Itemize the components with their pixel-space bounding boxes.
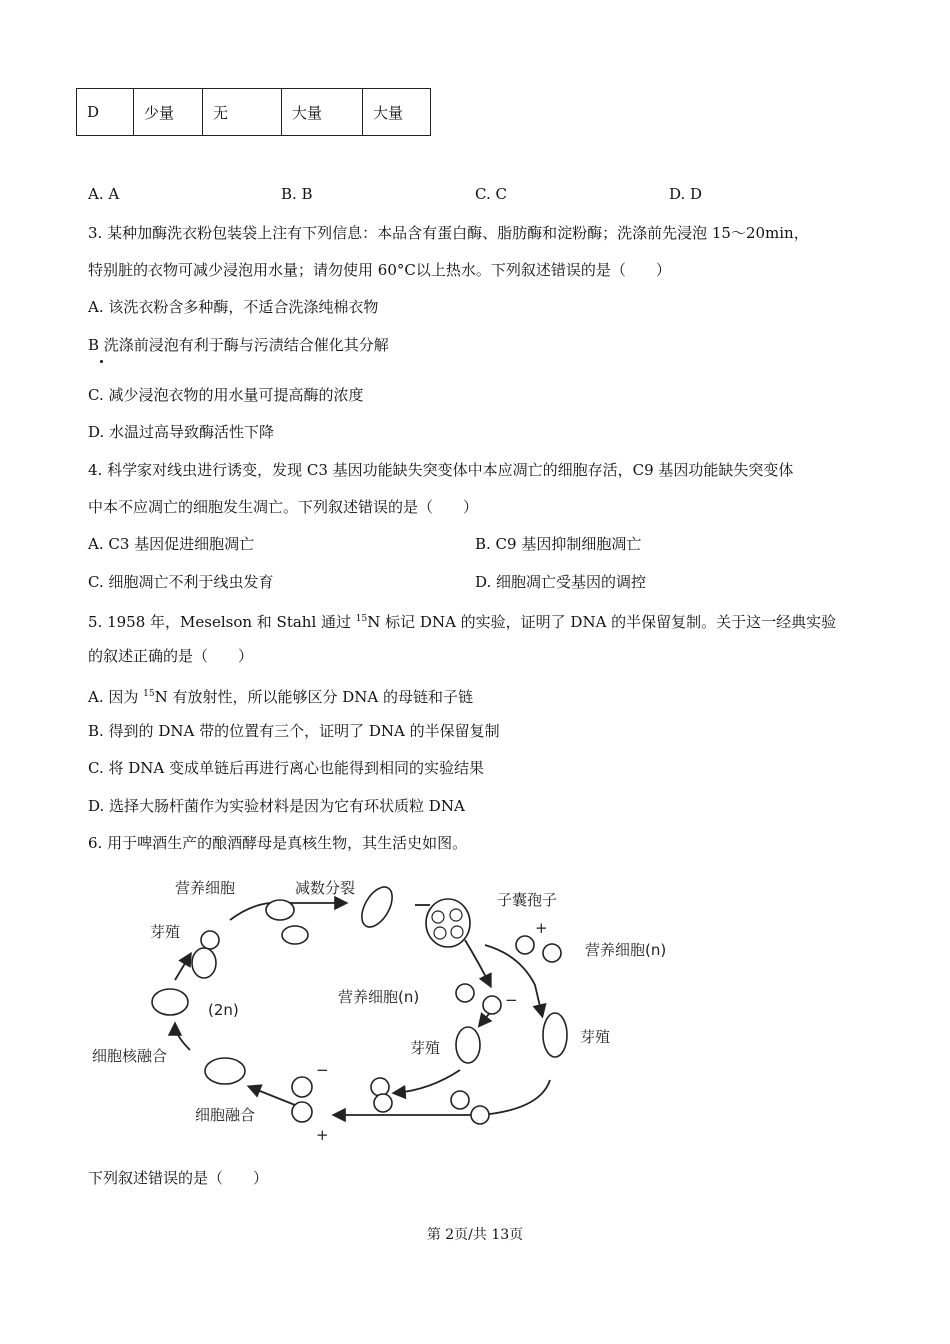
table-cell: 大量: [282, 89, 363, 136]
label-meiosis: 减数分裂: [295, 879, 356, 897]
cell-shape: [292, 1102, 312, 1122]
q5-option-d: D. 选择大肠杆菌作为实验材料是因为它有环状质粒 DNA: [88, 797, 465, 815]
label-budding-mid: 芽殖: [410, 1039, 441, 1057]
q3-option-c: C. 减少浸泡衣物的用水量可提高酶的浓度: [88, 386, 364, 404]
label-budding-left: 芽殖: [150, 923, 181, 941]
q2-option-a: A. A: [88, 185, 120, 203]
q3-option-a: A. 该洗衣粉含多种酶，不适合洗涤纯棉衣物: [88, 298, 379, 316]
cell-shape: [516, 936, 534, 954]
q3-option-d: D. 水温过高导致酶活性下降: [88, 423, 275, 441]
q5-a-pre: A. 因为: [88, 688, 144, 706]
q4-option-d: D. 细胞凋亡受基因的调控: [475, 573, 647, 591]
cell-shape: [543, 944, 561, 962]
arrow-up-left: [175, 955, 190, 980]
label-plus: +: [535, 919, 548, 937]
label-budding-right: 芽殖: [580, 1028, 611, 1046]
label-plasmogamy: 细胞融合: [195, 1106, 256, 1124]
label-vegetative-top: 营养细胞: [175, 879, 236, 897]
q6-follow-up: 下列叙述错误的是（ ）: [88, 1169, 269, 1187]
cell-shape: [456, 984, 474, 1002]
q5-stem-line2: 的叙述正确的是（ ）: [88, 647, 254, 665]
label-vegetative-mid: 营养细胞(n): [338, 988, 420, 1006]
table-row: [77, 89, 431, 136]
cell-shape: [356, 882, 399, 932]
cell-shape: [483, 996, 501, 1014]
q5-option-c: C. 将 DNA 变成单链后再进行离心也能得到相同的实验结果: [88, 759, 485, 777]
table-cell: 少量: [134, 89, 203, 136]
cell-shape: [371, 1078, 389, 1096]
cell-shape: [456, 1027, 480, 1063]
cell-shape: [266, 900, 294, 920]
q4-option-c: C. 细胞凋亡不利于线虫发育: [88, 573, 274, 591]
q6-stem: 6. 用于啤酒生产的酿酒酵母是真核生物，其生活史如图。: [88, 834, 468, 852]
q5-option-a: [88, 683, 473, 708]
q3-stem-line2: 特别脏的衣物可减少浸泡用水量；请勿使用 60°C以上热水。下列叙述错误的是（ ）: [88, 261, 671, 279]
cell-shape: [471, 1106, 489, 1124]
label-minus: −: [316, 1061, 329, 1079]
q4-stem-line1: 4. 科学家对线虫进行诱变，发现 C3 基因功能缺失突变体中本应凋亡的细胞存活，C9 基因功能缺失突变体: [88, 461, 794, 479]
cell-shape: [192, 948, 216, 978]
q2-option-d: D. D: [669, 185, 703, 203]
q5-stem-post: N 标记 DNA 的实验，证明了 DNA 的半保留复制。关于这一经典实验: [367, 613, 837, 631]
table-cell: D: [77, 89, 134, 136]
cell-shape: [282, 926, 308, 944]
q5-superscript: 15: [355, 614, 368, 624]
cell-shape: [205, 1058, 245, 1084]
yeast-life-cycle-figure: [80, 865, 720, 1150]
q3-stem-line1: 3. 某种加酶洗衣粉包装袋上注有下列信息：本品含有蛋白酶、脂肪酶和淀粉酶；洗涤前先浸泡 15～20min，: [88, 224, 809, 242]
label-2n: (2n): [208, 1001, 239, 1019]
label-vegetative-right: 营养细胞(n): [585, 941, 667, 959]
dot-mark: [100, 360, 103, 363]
label-karyogamy: 细胞核融合: [92, 1047, 168, 1065]
arrow-inner1: [465, 940, 490, 985]
arrow-inner3: [395, 1070, 460, 1093]
label-minus: −: [505, 991, 518, 1009]
cell-shape: [152, 989, 188, 1015]
arrow-to-karyogamy: [175, 1025, 190, 1050]
q5-stem-line1: [88, 608, 836, 633]
q5-option-b: B. 得到的 DNA 带的位置有三个，证明了 DNA 的半保留复制: [88, 722, 500, 740]
answer-table: [76, 88, 431, 136]
page-footer: 第 2页/共 13页: [426, 1227, 524, 1243]
arrow-to-fusion: [250, 1087, 295, 1105]
cell-shape: [292, 1077, 312, 1097]
q4-stem-line2: 中本不应凋亡的细胞发生凋亡。下列叙述错误的是（ ）: [88, 498, 479, 516]
q3-option-b: B 洗涤前浸泡有利于酶与污渍结合催化其分解: [88, 336, 389, 354]
cell-shape: [543, 1013, 567, 1057]
label-plus: +: [316, 1126, 329, 1144]
q5-stem-pre: 5. 1958 年，Meselson 和 Stahl 通过: [88, 613, 356, 631]
q4-option-b: B. C9 基因抑制细胞凋亡: [475, 535, 642, 553]
cell-shape: [374, 1094, 392, 1112]
label-ascospore: 子囊孢子: [497, 891, 558, 909]
q4-option-a: A. C3 基因促进细胞凋亡: [88, 535, 255, 553]
q2-option-b: B. B: [281, 185, 313, 203]
q2-option-c: C. C: [475, 185, 507, 203]
ascus-shape: [426, 899, 470, 947]
arrow-bottom: [335, 1080, 550, 1115]
table-cell: 无: [203, 89, 282, 136]
cell-shape: [451, 1091, 469, 1109]
q5-a-superscript: 15: [143, 689, 155, 699]
table-cell: 大量: [363, 89, 431, 136]
q5-a-post: N 有放射性，所以能够区分 DNA 的母链和子链: [154, 688, 474, 706]
cell-shape: [201, 931, 219, 949]
